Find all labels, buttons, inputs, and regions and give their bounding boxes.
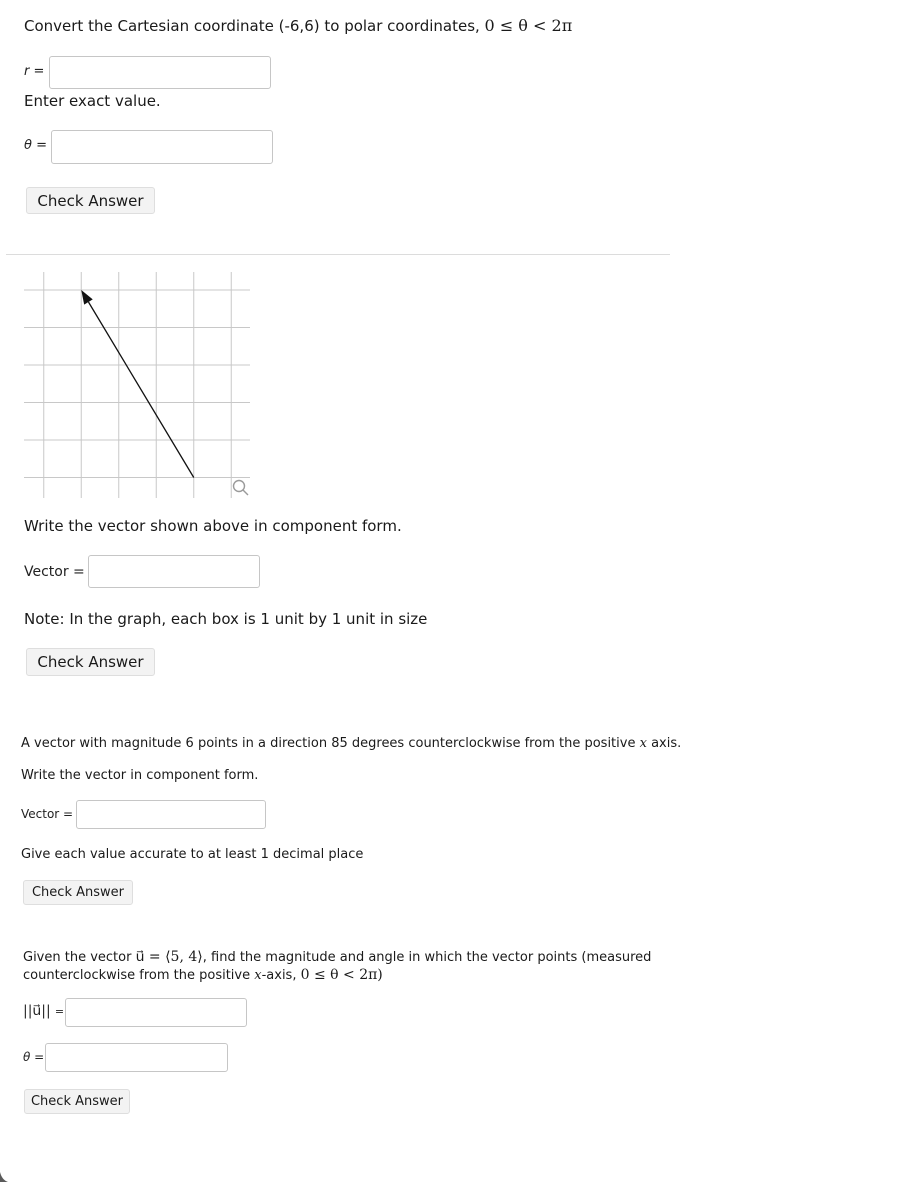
q3-prompt-x: x xyxy=(639,736,647,751)
q1-theta-label: θ = xyxy=(24,138,47,153)
graph-grid xyxy=(24,272,250,498)
q1-hint: Enter exact value. xyxy=(24,92,161,110)
graph-vector xyxy=(81,290,194,478)
q4-theta-input[interactable] xyxy=(45,1043,228,1072)
q2-prompt: Write the vector shown above in component form. xyxy=(24,517,402,535)
q4-prompt-line1 xyxy=(23,949,651,965)
q2-vector-input[interactable] xyxy=(88,555,260,588)
q4-check-answer-button[interactable]: Check Answer xyxy=(24,1089,130,1114)
q1-theta-input[interactable] xyxy=(51,130,273,164)
q2-vector-graph xyxy=(20,268,260,508)
q4-theta-label: θ = xyxy=(23,1050,45,1064)
q1-prompt-math: 0 ≤ θ < 2π xyxy=(484,16,573,35)
q4-prompt-text-a: Given the vector xyxy=(23,950,136,965)
q3-prompt-text: A vector with magnitude 6 points in a direction 85 degrees counterclockwise from the positive xyxy=(21,736,640,751)
q4-magnitude-symbol: ||u⃗|| xyxy=(23,1003,51,1019)
q1-r-input[interactable] xyxy=(49,56,271,89)
q1-prompt-text: Convert the Cartesian coordinate (-6,6) to polar coordinates, xyxy=(24,17,485,35)
q4-prompt-vector: u⃗ = ⟨5, 4⟩ xyxy=(135,949,203,965)
q1-prompt xyxy=(24,16,572,35)
q3-prompt xyxy=(21,736,681,751)
q3-vector-input[interactable] xyxy=(76,800,266,829)
q4-magnitude-input[interactable] xyxy=(65,998,247,1027)
corner-mark xyxy=(0,1172,8,1182)
section-divider xyxy=(6,254,670,255)
q4-prompt-text-c: counterclockwise from the positive xyxy=(23,968,255,983)
q4-prompt-text-b: , find the magnitude and angle in which the vector points (measured xyxy=(202,950,652,965)
q4-prompt-x: x xyxy=(254,968,262,983)
magnifier-icon[interactable] xyxy=(234,481,249,496)
q3-prompt-tail: axis. xyxy=(646,736,682,751)
q4-prompt-text-d: -axis, xyxy=(261,968,301,983)
q4-prompt-line2 xyxy=(23,967,383,983)
q3-check-answer-button[interactable]: Check Answer xyxy=(23,880,133,905)
q2-vector-label: Vector = xyxy=(24,564,85,580)
q4-prompt-range: 0 ≤ θ < 2π) xyxy=(300,967,383,983)
q1-check-answer-button[interactable]: Check Answer xyxy=(26,187,155,214)
q3-vector-label: Vector = xyxy=(21,807,74,821)
q3-accuracy-note: Give each value accurate to at least 1 decimal place xyxy=(21,847,364,862)
q2-check-answer-button[interactable]: Check Answer xyxy=(26,648,155,676)
q1-r-label: r = xyxy=(24,64,45,79)
q4-magnitude-label xyxy=(23,1003,64,1019)
q2-note: Note: In the graph, each box is 1 unit by 1 unit in size xyxy=(24,610,428,628)
q3-prompt2: Write the vector in component form. xyxy=(21,768,259,783)
q4-magnitude-equals: = xyxy=(54,1005,65,1018)
